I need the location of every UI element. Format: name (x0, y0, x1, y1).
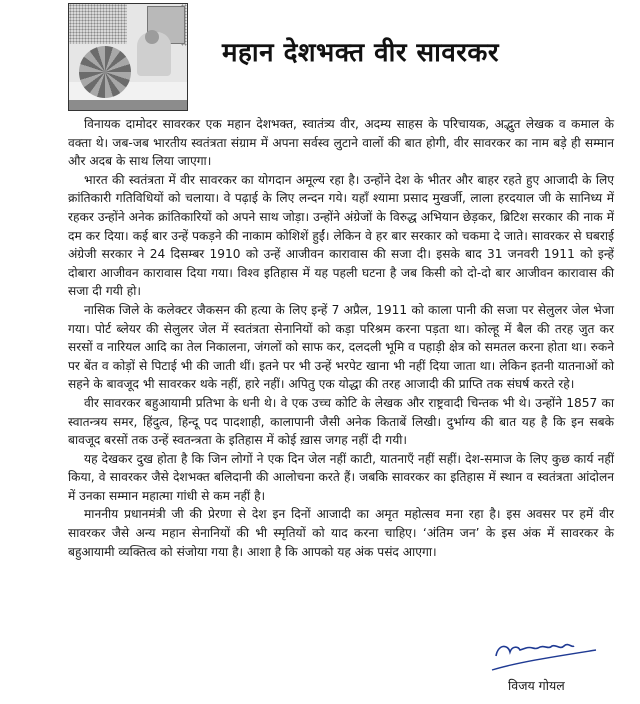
spinning-wheel-icon (79, 46, 131, 98)
signature-scribble-icon (488, 636, 598, 672)
article-paragraph-2: भारत की स्वतंत्रता में वीर सावरकर का योगदान अमूल्य रहा है। उन्होंने देश के भीतर और बाहर रहते हुए आजादी के लिए क्रांतिकारी गतिविधियों को चलाया। वे पढ़ाई के लिए लन्दन गये। यहाँ श्यामा प्रसाद मुखर्जी, लाला हरदयाल जी के सानिध्य में रहकर उन्होंने अनेक क्रांतिकारियों को अपने साथ जोड़ा। उन्होंने अंग्रेजों के विरुद्ध अभियान छेड़कर, ब्रिटिश सरकार की नाक में दम कर दिया। कई बार उन्हें पकड़ने की नाकाम कोशिशें हुईं। लेकिन वे हर बार सरकार को चकमा दे जाते। सावरकर से घबराई अंग्रेजी सरकार ने 24 दिसम्बर 1910 को उन्हें आजीवन कारावास की सजा दी। इसके बाद 31 जनवरी 1911 को इन्हें दोबारा आजीवन कारावास दिया गया। विश्व इतिहास में यह पहली घटना है जब किसी को दो-दो बार आजीवन कारावास की सजा दी गयी हो। (68, 172, 614, 299)
article-paragraph-6: माननीय प्रधानमंत्री जी की प्रेरणा से देश इन दिनों आजादी का अमृत महोत्सव मना रहा है। इस अवसर पर हमें वीर सावरकर जैसे अन्य महान सेनानियों की भी स्मृतियों को याद करना चाहिए। ‘अंतिम जन’ के इस अंक में सावरकर के बहुआयामी व्यक्तित्व को संजोया गया है। आशा है कि आपको यह अंक पसंद आएगा। (68, 507, 614, 559)
photo-lattice-pattern (69, 4, 127, 44)
photo-base (69, 100, 187, 110)
page-title: महान देशभक्त वीर सावरकर (222, 38, 500, 68)
article-paragraph-1: विनायक दामोदर सावरकर एक महान देशभक्त, स्वातंत्र्य वीर, अदम्य साहस के परिचायक, अद्भुत लेखक व कमाल के वक्ता थे। जब-जब भारतीय स्वतंत्रता संग्राम में अपना सर्वस्व लुटाने वालों की बात होगी, वीर सावरकर का नाम बड़े ही सम्मान और अदब के साथ लिया जाएगा। (68, 117, 614, 169)
author-name: विजय गोयल (508, 678, 565, 693)
article-paragraph-5: यह देखकर दुख होता है कि जिन लोगों ने एक दिन जेल नहीं काटी, यातनाएँ नहीं सहीं। देश-समाज के लिए कुछ कार्य नहीं किया, वे सावरकर जैसे देशभक्त बलिदानी की आलोचना करते हैं। जबकि सावरकर का इतिहास में स्थान व स्वतंत्रता आंदोलन में उनका सम्मान महात्मा गांधी से कम नहीं है। (68, 451, 614, 503)
photo-person-head (145, 30, 159, 44)
header-photo (68, 3, 188, 111)
article-paragraph-3: नासिक जिले के कलेक्टर जैकसन की हत्या के लिए इन्हें 7 अप्रैल, 1911 को काला पानी की सजा पर सेलुलर जेल भेजा गया। पोर्ट ब्लेयर की सेलुलर जेल में स्वतंत्रता सेनानियों को कड़ा परिश्रम करना पड़ता था। कोल्हू में बैल की तरह जुत कर सरसों व नारियल आदि का तेल निकालना, जंगलों को साफ कर, दलदली भूमि व पहाड़ी क्षेत्र को समतल करना होता था। रुकने पर बेंत व कोड़ों से पिटाई भी की जाती थीं। इतने पर भी उन्हें भरपेट खाना भी नहीं दिया जाता था। लेकिन इतनी यातनाओं को सहने के बावजूद भी सावरकर थके नहीं, हारे नहीं। अपितु एक योद्धा की तरह आजादी की प्राप्ति तक संघर्ष करते रहे। (68, 302, 614, 392)
article-paragraph-4: वीर सावरकर बहुआयामी प्रतिभा के धनी थे। वे एक उच्च कोटि के लेखक और राष्ट्रवादी चिन्तक भी थे। उन्होंने 1857 का स्वातन्त्रय समर, हिंदुत्व, हिन्दू पद पादशाही, कालापानी जैसी अनेक किताबें लिखी। दुर्भाग्य की बात यह है कि इन सबके बावजूद बरसों तक उन्हें स्वतन्त्रता के इतिहास में कोई ख़ास जगह नहीं दी गयी। (68, 395, 614, 448)
article-body (68, 115, 614, 561)
